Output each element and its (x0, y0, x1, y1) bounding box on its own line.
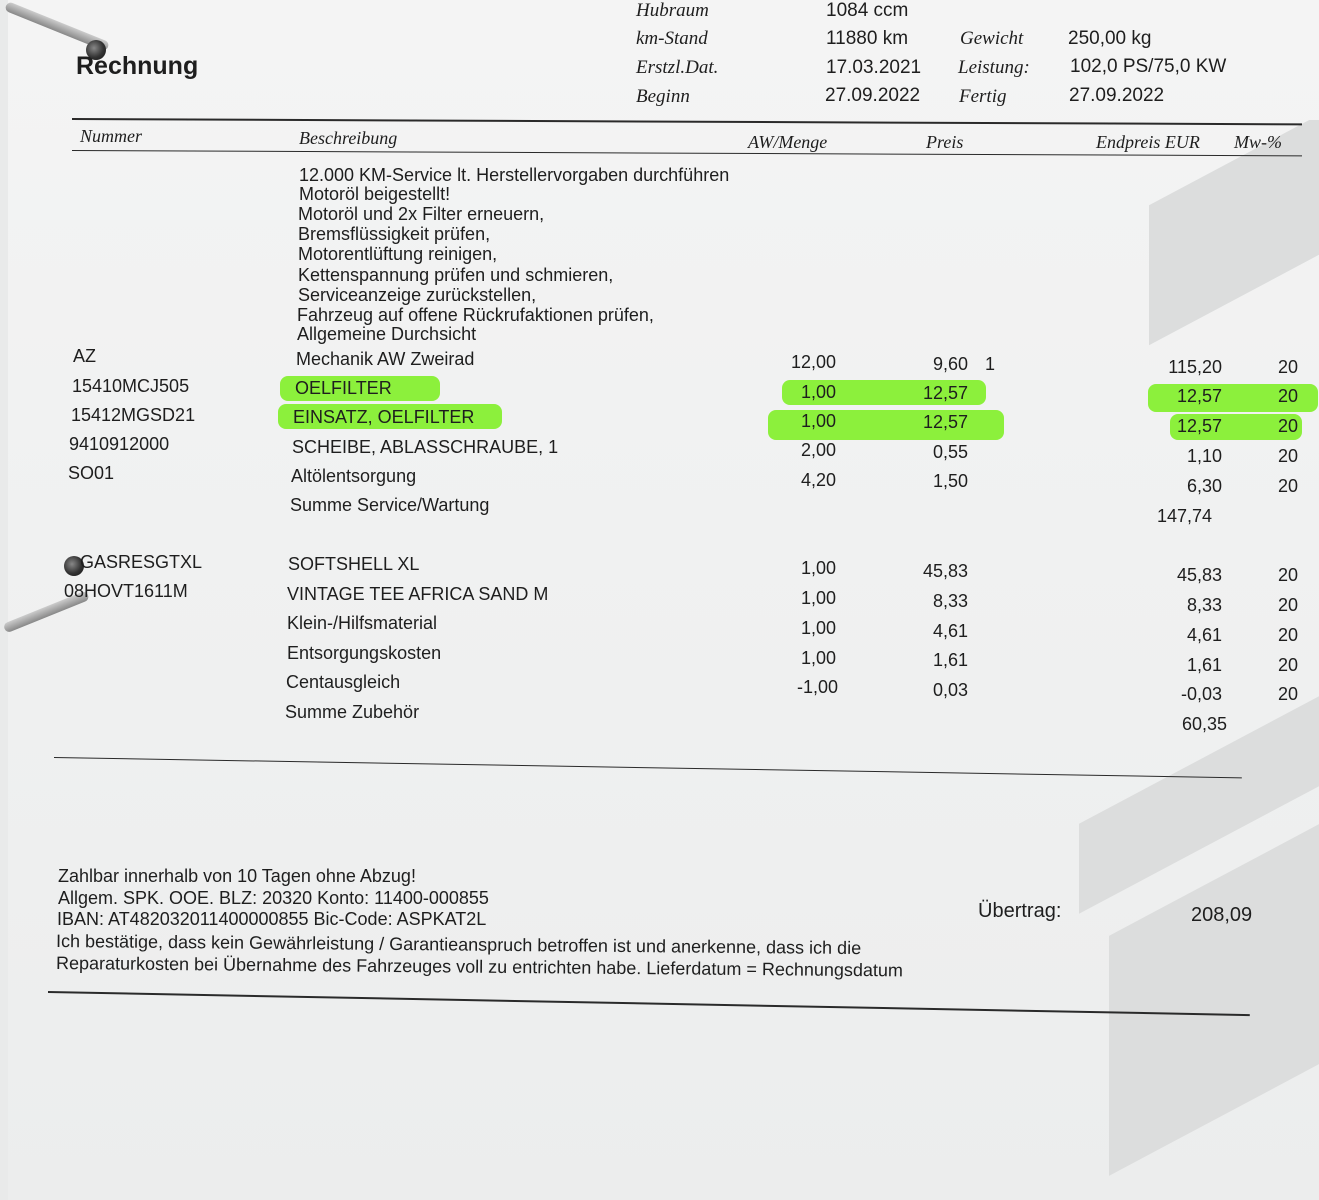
uebertrag-label: Übertrag: (978, 900, 1062, 922)
row-menge: 1,00 (800, 648, 836, 668)
column-header-mwst: Mw-% (1234, 132, 1282, 152)
column-header-preis: Preis (926, 132, 964, 152)
table-end-rule (54, 757, 1242, 778)
subtotal-service-value: 147,74 (1156, 506, 1212, 526)
row-beschreibung: Mechanik AW Zweirad (296, 349, 475, 369)
row-beschreibung: Altölentsorgung (291, 466, 417, 486)
row-beschreibung: Entsorgungskosten (287, 643, 442, 663)
row-nummer: 9410912000 (69, 434, 170, 454)
column-header-menge: AW/Menge (748, 132, 828, 152)
row-endpreis: 45,83 (1176, 565, 1222, 585)
row-endpreis: 8,33 (1186, 595, 1222, 615)
gewicht-label: Gewicht (960, 28, 1024, 49)
row-menge: 1,00 (800, 382, 836, 402)
row-preis: 9,60 (932, 354, 968, 374)
row-endpreis: 12,57 (1176, 386, 1222, 406)
row-flag: 1 (985, 354, 996, 374)
row-mwst: 20 (1278, 655, 1299, 675)
row-preis: 0,03 (932, 680, 968, 700)
subtotal-service-label: Summe Service/Wartung (290, 495, 490, 515)
row-preis: 12,57 (922, 383, 968, 403)
row-menge: 1,00 (800, 558, 836, 578)
row-endpreis: -0,03 (1180, 684, 1222, 704)
row-mwst: 20 (1278, 565, 1299, 585)
row-menge: 1,00 (800, 618, 836, 638)
row-mwst: 20 (1278, 386, 1299, 406)
service-text-line: Serviceanzeige zurückstellen, (298, 285, 537, 305)
row-preis: 1,50 (932, 471, 968, 491)
service-text-line: 12.000 KM-Service lt. Herstellervorgaben durchführen (299, 165, 730, 185)
row-menge: 1,00 (800, 411, 836, 431)
footer-text-line: Ich bestätige, dass kein Gewährleistung / Garantieanspruch betroffen ist und anerkenne, dass ich die (55, 931, 862, 959)
column-header-nummer: Nummer (80, 126, 142, 146)
service-text-line: Motorentlüftung reinigen, (298, 244, 498, 264)
row-beschreibung: VINTAGE TEE AFRICA SAND M (287, 584, 549, 604)
row-menge: 2,00 (800, 440, 836, 460)
row-menge: 4,20 (800, 470, 836, 490)
row-nummer: 08HOVT1611M (64, 581, 188, 601)
row-menge: 12,00 (790, 352, 836, 372)
row-endpreis: 12,57 (1176, 416, 1222, 436)
beginn-label: Beginn (636, 86, 690, 107)
service-text-line: Fahrzeug auf offene Rückrufaktionen prüfen, (297, 305, 654, 325)
footer-text-line: Allgem. SPK. OOE. BLZ: 20320 Konto: 11400-000855 (58, 888, 489, 908)
row-endpreis: 4,61 (1186, 625, 1222, 645)
km-stand-value: 11880 km (826, 28, 909, 49)
row-mwst: 20 (1278, 595, 1299, 615)
fertig-label: Fertig (959, 86, 1007, 107)
row-endpreis: 1,61 (1186, 655, 1222, 675)
row-nummer: SO01 (68, 463, 115, 483)
service-text-line: Motoröl und 2x Filter erneuern, (298, 204, 545, 224)
row-beschreibung: Klein-/Hilfsmaterial (287, 613, 438, 633)
service-text-line: Bremsflüssigkeit prüfen, (298, 224, 491, 244)
row-preis: 12,57 (922, 412, 968, 432)
row-nummer: AZ (73, 346, 97, 366)
uebertrag-value: 208,09 (1191, 904, 1253, 926)
row-preis: 8,33 (932, 591, 968, 611)
row-beschreibung: OELFILTER (295, 378, 392, 398)
row-preis: 4,61 (932, 621, 968, 641)
row-preis: 0,55 (932, 442, 968, 462)
erstzl-value: 17.03.2021 (826, 57, 922, 78)
row-mwst: 20 (1278, 357, 1299, 377)
column-header-endpreis: Endpreis EUR (1096, 132, 1200, 152)
leistung-label: Leistung: (958, 57, 1030, 78)
row-endpreis: 6,30 (1186, 476, 1222, 496)
row-nummer: 15412MGSD21 (71, 405, 196, 425)
footer-rule (48, 991, 1250, 1016)
gewicht-value: 250,00 kg (1068, 28, 1152, 49)
row-mwst: 20 (1278, 684, 1299, 704)
row-endpreis: 115,20 (1168, 357, 1222, 377)
row-menge: -1,00 (796, 677, 838, 697)
footer-text-line: Reparaturkosten bei Übernahme des Fahrzeuges voll zu entrichten habe. Lieferdatum = Rechnungsdatum (55, 953, 904, 981)
row-mwst: 20 (1278, 476, 1299, 496)
footer-text-line: Zahlbar innerhalb von 10 Tagen ohne Abzug! (58, 866, 416, 886)
erstzl-label: Erstzl.Dat. (636, 57, 719, 78)
row-preis: 1,61 (932, 650, 968, 670)
footer-text-line: IBAN: AT482032011400000855 Bic-Code: ASPKAT2L (57, 909, 487, 929)
document-title: Rechnung (76, 52, 199, 80)
row-nummer: 15410MCJ505 (72, 376, 190, 396)
km-stand-label: km-Stand (636, 28, 708, 49)
row-menge: 1,00 (800, 588, 836, 608)
invoice-sheet (8, 0, 1319, 1200)
beginn-value: 27.09.2022 (825, 85, 921, 106)
column-header-beschreibung: Beschreibung (299, 128, 398, 148)
fertig-value: 27.09.2022 (1069, 85, 1165, 106)
row-endpreis: 1,10 (1186, 446, 1222, 466)
hubraum-value: 1084 ccm (826, 0, 909, 21)
row-mwst: 20 (1278, 416, 1299, 436)
row-beschreibung: EINSATZ, OELFILTER (293, 407, 475, 427)
row-preis: 45,83 (922, 561, 968, 581)
hubraum-label: Hubraum (636, 0, 709, 21)
row-beschreibung: SCHEIBE, ABLASSCHRAUBE, 1 (292, 437, 559, 457)
leistung-value: 102,0 PS/75,0 KW (1070, 56, 1227, 77)
service-text-line: Kettenspannung prüfen und schmieren, (298, 265, 614, 285)
row-mwst: 20 (1278, 446, 1299, 466)
row-beschreibung: SOFTSHELL XL (288, 554, 420, 574)
service-text-line: Motoröl beigestellt! (299, 184, 451, 204)
row-nummer: GASRESGTXL (80, 552, 203, 572)
subtotal-zubehoer-value: 60,35 (1181, 714, 1227, 734)
row-mwst: 20 (1278, 625, 1299, 645)
service-text-line: Allgemeine Durchsicht (297, 324, 477, 344)
row-beschreibung: Centausgleich (286, 672, 401, 692)
subtotal-zubehoer-label: Summe Zubehör (285, 702, 420, 722)
